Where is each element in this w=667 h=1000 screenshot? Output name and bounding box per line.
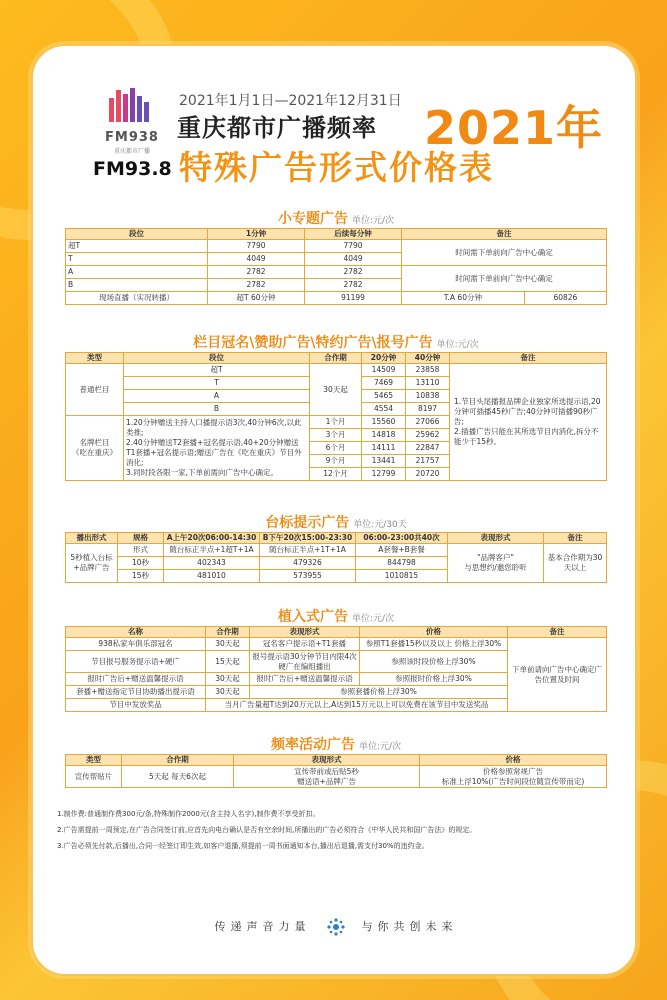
cell: B <box>66 279 208 292</box>
section2-title-text: 栏目冠名\赞助广告\特约广告\报号广告 <box>193 335 433 351</box>
table-header: 名称 <box>66 627 206 638</box>
table-header: 备注 <box>544 533 607 544</box>
cell: 宣传帮贴片 <box>66 766 122 788</box>
cell: 481010 <box>164 570 260 583</box>
cell: 15秒 <box>118 570 164 583</box>
cell: 报时广告后+赠送温馨提示语 <box>66 673 206 686</box>
cell: 套播+赠送指定节目协助播出提示语 <box>66 686 206 699</box>
cell: 5秒植入台标+品牌广告 <box>66 544 118 583</box>
cell: 3个月 <box>310 429 362 442</box>
section4-table <box>65 626 607 712</box>
year-title: 2021年 <box>424 101 604 155</box>
cell: 479326 <box>260 557 356 570</box>
cell: 14509 <box>362 364 406 377</box>
table-header: 类型 <box>66 353 124 364</box>
cell: "品牌客户" 与思想约/邀您聆听 <box>448 544 544 583</box>
cell: 15560 <box>362 416 406 429</box>
section3-title <box>33 512 637 532</box>
cell: 4049 <box>305 253 402 266</box>
cell: 报号提示语30分钟节目内限4次硬广在编组播出 <box>250 651 360 673</box>
table-header: 1分钟 <box>208 229 305 240</box>
section1-unit: 单位:元/次 <box>351 216 395 226</box>
cell: 名牌栏目 《吃在重庆》 <box>66 416 124 481</box>
cell: 1.20分钟赠送主持人口播提示语3次,40分钟6次,以此类推; 2.40分钟赠送T2套播+冠名提示语,40+20分钟赠送T1套播+冠名提示语;赠送广告在《吃在重庆》节目外消化; 3.同时段各限一家,下单前需向广告中心确定。 <box>124 416 310 481</box>
cell: 随台标正半点+1超T+1A <box>164 544 260 557</box>
table-row <box>66 292 607 305</box>
cell: T <box>66 253 208 266</box>
main-title: 特殊广告形式价格表 <box>179 148 494 187</box>
table-header: 合作期 <box>206 627 250 638</box>
table-header: 后续每分钟 <box>305 229 402 240</box>
cell: 时间需下单前向广告中心确定 <box>402 266 607 292</box>
table-header: B下午20次15:00-23:30 <box>260 533 356 544</box>
section1-title <box>33 208 637 228</box>
section1-table <box>65 228 607 305</box>
footnote: 2.广告需提前一周预定,在广告合同签订前,应首先向电台确认是否有空余时间,所播出的广告必须符合《中华人民共和国广告法》的规定。 <box>57 826 477 834</box>
cell: 形式 <box>118 544 164 557</box>
table-header: 段位 <box>124 353 310 364</box>
table-header: 合作期 <box>122 755 234 766</box>
footnote: 3.广告必须先付款,后播出,合同一经签订即生效,如客户退播,须提前一周书面通知本台,播出后退播,需支付30%的违约金。 <box>57 842 429 850</box>
cell: 12799 <box>362 468 406 481</box>
table-header: 类型 <box>66 755 122 766</box>
table-header: 表现形式 <box>234 755 420 766</box>
cell: B <box>124 403 310 416</box>
cell: 91199 <box>305 292 402 305</box>
cell: 938私家车俱乐部冠名 <box>66 638 206 651</box>
section1-title-text: 小专题广告 <box>277 211 348 227</box>
cell: 超T <box>124 364 310 377</box>
table-header: 备注 <box>450 353 607 364</box>
table-header: 段位 <box>66 229 208 240</box>
cell: A <box>124 390 310 403</box>
cell: 7469 <box>362 377 406 390</box>
cell: 报时广告后+赠送温馨提示语 <box>250 673 360 686</box>
cell: 冠名客户提示语+T1套播 <box>250 638 360 651</box>
footnotes <box>57 806 597 854</box>
cell: 30天起 <box>206 673 250 686</box>
cell: 2782 <box>208 279 305 292</box>
cell: 402343 <box>164 557 260 570</box>
cell: 5天起 每天6次起 <box>122 766 234 788</box>
footnote: 1.制作费:普通制作费300元/条,特殊制作2000元(含主持人名字),制作费不享受折扣。 <box>57 810 320 818</box>
cell: 30天起 <box>310 364 362 416</box>
cell: 1个月 <box>310 416 362 429</box>
table-header: 40分钟 <box>406 353 450 364</box>
section4-unit: 单位:元/次 <box>351 614 395 624</box>
cell: 573955 <box>260 570 356 583</box>
cell: 22847 <box>406 442 450 455</box>
cell: 4554 <box>362 403 406 416</box>
cell: 23858 <box>406 364 450 377</box>
cell: 60826 <box>524 292 606 305</box>
cell: 20720 <box>406 468 450 481</box>
table-row <box>66 240 607 253</box>
cell: 普通栏目 <box>66 364 124 416</box>
cell: 价格参照常规广告 标准上浮10%(广告时间段位随宣传带而定) <box>420 766 607 788</box>
cell: 2782 <box>305 279 402 292</box>
cell: 1.节目头尾播报品牌企业独家所选提示语,20分钟可插播45秒广告;40分钟可插播90秒广告; 2.插播广告只能在其所选节目内消化,拆分不能少于15秒。 <box>450 364 607 481</box>
cell: 13441 <box>362 455 406 468</box>
cell: 10838 <box>406 390 450 403</box>
cell: 超T <box>66 240 208 253</box>
cell: 7790 <box>305 240 402 253</box>
sound-emblem-icon <box>327 918 345 936</box>
table-header: 播出形式 <box>66 533 118 544</box>
cell: 节目报号服务提示语+硬广 <box>66 651 206 673</box>
table-header: 价格 <box>360 627 508 638</box>
cell: 基本合作期为30天以上 <box>544 544 607 583</box>
table-header: A上午20次06:00-14:30 <box>164 533 260 544</box>
cell: 9个月 <box>310 455 362 468</box>
section3-unit: 单位:元/30天 <box>353 520 407 530</box>
table-header: 表现形式 <box>250 627 360 638</box>
cell: 27066 <box>406 416 450 429</box>
section2-title <box>33 332 637 352</box>
cell: 844798 <box>356 557 448 570</box>
cell: A套餐+B套餐 <box>356 544 448 557</box>
cell: 参照套播价格上浮30% <box>250 686 508 699</box>
logo-sub: 重庆都市广播 <box>113 148 150 155</box>
section4-title <box>33 606 637 626</box>
table-header: 20分钟 <box>362 353 406 364</box>
cell: 13110 <box>406 377 450 390</box>
slogan-right: 与你共创未来 <box>361 920 458 933</box>
section2-unit: 单位:元/次 <box>436 340 479 350</box>
cell: 下单前请向广告中心确定广告位置及时间 <box>508 638 607 712</box>
date-range: 2021年1月1日—2021年12月31日 <box>179 93 402 109</box>
table-header: 06:00-23:00共40次 <box>356 533 448 544</box>
cell: 2782 <box>208 266 305 279</box>
cell: 随台标正半点+1T+1A <box>260 544 356 557</box>
section2-table <box>65 352 607 481</box>
cell: 14111 <box>362 442 406 455</box>
cell: A <box>66 266 208 279</box>
table-row <box>66 266 607 279</box>
table-header: 备注 <box>508 627 607 638</box>
cell: 15天起 <box>206 651 250 673</box>
cell: 参照报时价格上浮30% <box>360 673 508 686</box>
logo-name: FM938 <box>105 130 159 145</box>
cell: 现场直播（实况转播） <box>66 292 208 305</box>
table-header: 表现形式 <box>448 533 544 544</box>
frequency-label: FM93.8 <box>93 158 172 180</box>
cell: 宣传带前或后贴5秒 赠送语+品牌广告 <box>234 766 420 788</box>
cell: 8197 <box>406 403 450 416</box>
cell: 2782 <box>305 266 402 279</box>
cell: 12个月 <box>310 468 362 481</box>
section5-title-text: 频率活动广告 <box>270 737 355 753</box>
cell: T <box>124 377 310 390</box>
cell: 时间需下单前向广告中心确定 <box>402 240 607 266</box>
section4-title-text: 植入式广告 <box>277 609 348 625</box>
cell: 25962 <box>406 429 450 442</box>
section5-title <box>33 734 637 754</box>
table-header: 备注 <box>402 229 607 240</box>
table-header: 价格 <box>420 755 607 766</box>
cell: 5465 <box>362 390 406 403</box>
section3-table <box>65 532 607 583</box>
cell: 30天起 <box>206 686 250 699</box>
section5-table <box>65 754 607 788</box>
cell: 节目中发放奖品 <box>66 699 206 712</box>
section3-title-text: 台标提示广告 <box>265 515 350 531</box>
cell: T.A 60分钟 <box>402 292 525 305</box>
cell: 14818 <box>362 429 406 442</box>
table-header: 规格 <box>118 533 164 544</box>
price-card <box>31 44 637 976</box>
station-name: 重庆都市广播频率 <box>177 114 377 142</box>
cell: 7790 <box>208 240 305 253</box>
cell: 4049 <box>208 253 305 266</box>
cell: 1010815 <box>356 570 448 583</box>
slogan <box>33 918 637 936</box>
table-header: 合作期 <box>310 353 362 364</box>
cell: 10秒 <box>118 557 164 570</box>
cell: 21757 <box>406 455 450 468</box>
cell: 超T 60分钟 <box>208 292 305 305</box>
section5-unit: 单位:元/次 <box>358 742 402 752</box>
cell: 参照该时段价格上浮30% <box>360 651 508 673</box>
cell: 6个月 <box>310 442 362 455</box>
slogan-left: 传递声音力量 <box>214 920 311 933</box>
cell: 当月广告量超T达到20万元以上,A达到15万元以上可以免费在该节目中发送奖品 <box>206 699 508 712</box>
cell: 参照T1套播15秒以及以上 价格上浮30% <box>360 638 508 651</box>
cell: 30天起 <box>206 638 250 651</box>
